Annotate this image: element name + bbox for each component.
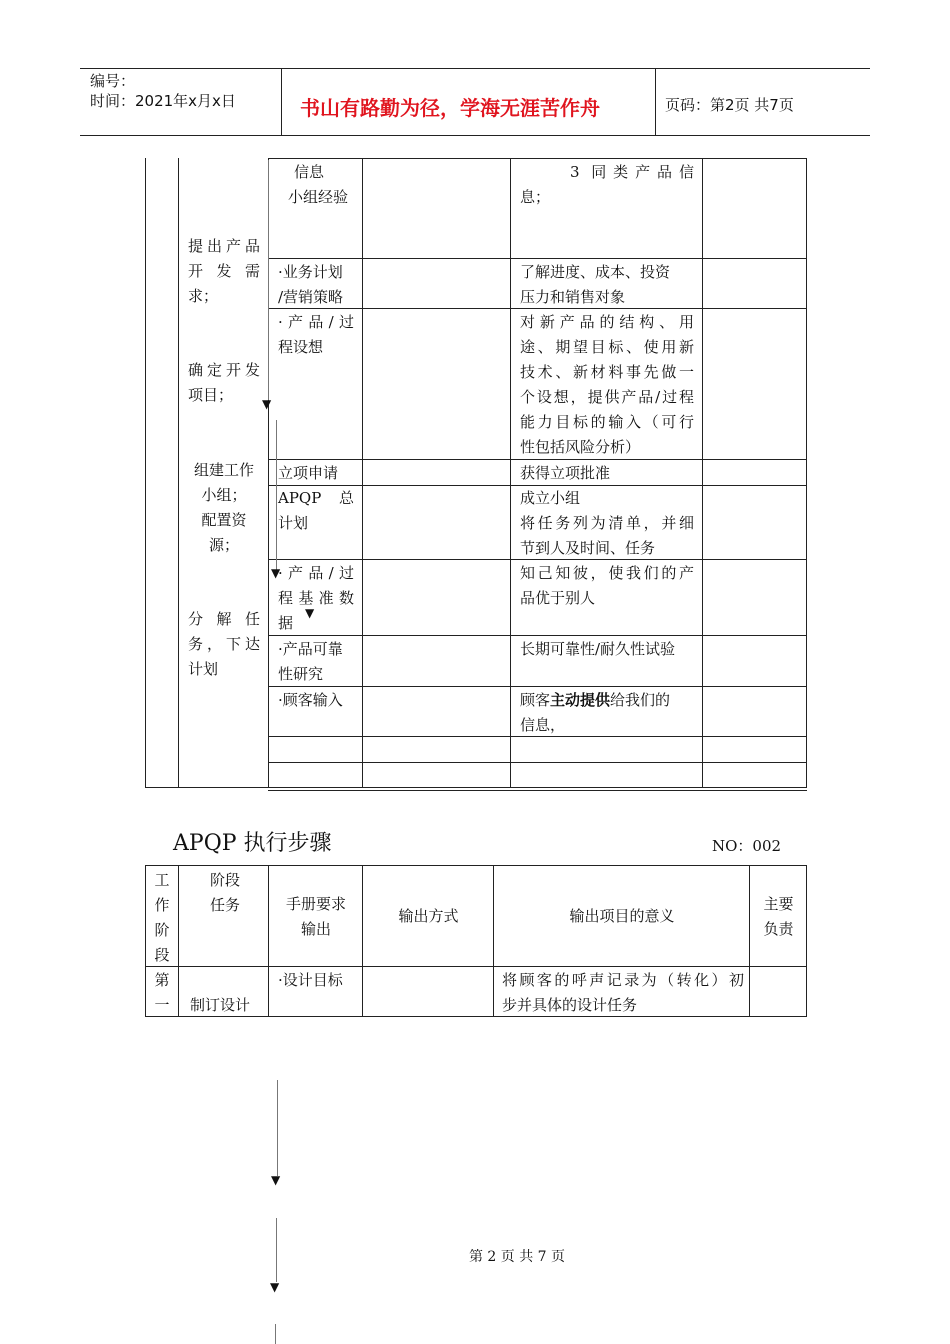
header-divider-left: [281, 68, 282, 136]
input-cell: ·顾客输入: [278, 691, 343, 709]
meaning-cell: 对新产品的结构、用 途、期望目标、使用新 技术、新材料事先做一 个设想，提供产品/过程 能力目标的输入（可行 性包括风险分析）: [520, 313, 694, 456]
flow-line: [275, 1324, 276, 1344]
arrow-down-icon: ▼: [305, 606, 315, 620]
header-manual-output: 手册要求 输出: [285, 895, 346, 938]
arrow-down-icon: ▼: [270, 1280, 280, 1294]
table-col-line: [362, 158, 363, 788]
stage-text-2: 确定开发 项目；: [188, 361, 260, 404]
input-cell: ·产品/过 程设想: [278, 313, 354, 356]
table2-col-line: [749, 865, 750, 1017]
flow-line: [277, 1080, 278, 1176]
arrow-down-icon: ▼: [271, 1173, 281, 1187]
row-separator: [268, 762, 807, 763]
stage-text-3: 组建工作 小组； 配置资 源；: [193, 461, 254, 554]
table2-col-line: [178, 865, 179, 1017]
header-stage-task: 阶段 任务: [209, 871, 240, 914]
input-cell: APQP 总 计划: [278, 489, 354, 532]
table-border-bottom: [268, 790, 807, 791]
meaning-cell: 知己知彼，使我们的产 品优于别人: [520, 564, 694, 607]
table2-col-line: [493, 865, 494, 1017]
header-output-meaning: 输出项目的意义: [569, 907, 675, 925]
table2-border-left: [145, 865, 146, 1017]
header-divider-right: [655, 68, 656, 136]
page-label: 页码：第2页 共7页: [665, 96, 794, 114]
table-border-left: [145, 158, 146, 788]
row-task: 制订设计: [190, 996, 251, 1014]
time-label: 时间：2021年x月x日: [90, 92, 236, 110]
input-cell: ·产品可靠 性研究: [278, 640, 343, 683]
table-border-right: [806, 158, 807, 788]
flow-line: [268, 160, 269, 400]
page-footer: 第 2 页 共 7 页: [468, 1249, 566, 1265]
meaning-cell: 顾客主动提供给我们的 信息，: [520, 691, 671, 734]
table-border-bottom: [145, 787, 807, 788]
meaning-cell: 成立小组 将任务列为清单，并细 节到人及时间、任务: [520, 489, 694, 557]
input-cell: 立项申请: [278, 464, 339, 482]
stage-text-4: 分解任 务，下达 计划: [188, 610, 260, 678]
section-title: APQP 执行步骤: [173, 831, 332, 856]
meaning-cell: 3 同类产品信 息；: [520, 163, 694, 206]
table2-border-top: [145, 865, 807, 866]
meaning-cell: 获得立项批准: [520, 464, 611, 482]
row-meaning: 将顾客的呼声记录为（转化）初 步并具体的设计任务: [502, 971, 744, 1014]
table2-border-right: [806, 865, 807, 1017]
input-cell: ·业务计划 /营销策略: [278, 263, 344, 306]
row-manual-output: ·设计目标: [278, 971, 343, 989]
table2-col-line: [362, 865, 363, 1017]
arrow-down-icon: ▼: [262, 397, 272, 411]
input-cell: 信息 小组经验: [288, 163, 349, 206]
header-output-method: 输出方式: [398, 907, 459, 925]
arrow-down-icon: ▼: [271, 566, 281, 580]
input-cell: ·产品/过 程基准数 据: [278, 564, 354, 632]
table2-header-bottom: [145, 966, 807, 967]
row-stage: 第 一: [154, 971, 170, 1014]
row-separator: [268, 258, 807, 259]
table-col-line: [702, 158, 703, 788]
table-border-top: [268, 158, 807, 159]
header-owner: 主要 负责: [763, 895, 794, 938]
header-top-rule: [80, 68, 870, 69]
section-number: NO：002: [712, 837, 782, 855]
flow-line: [276, 420, 277, 570]
header-motto: 书山有路勤为径，学海无涯苦作舟: [300, 96, 600, 120]
meaning-cell: 了解进度、成本、投资 压力和销售对象: [520, 263, 671, 306]
table2-col-line: [268, 865, 269, 1017]
header-work-stage: 工 作 阶 段: [154, 871, 170, 964]
header-bottom-rule: [80, 135, 870, 136]
meaning-cell: 长期可靠性/耐久性试验: [520, 640, 676, 658]
serial-label: 编号：: [90, 72, 136, 90]
stage-text-1: 提出产品 开发需 求；: [188, 237, 260, 305]
table-col-line: [510, 158, 511, 788]
table-col-line: [178, 158, 179, 788]
